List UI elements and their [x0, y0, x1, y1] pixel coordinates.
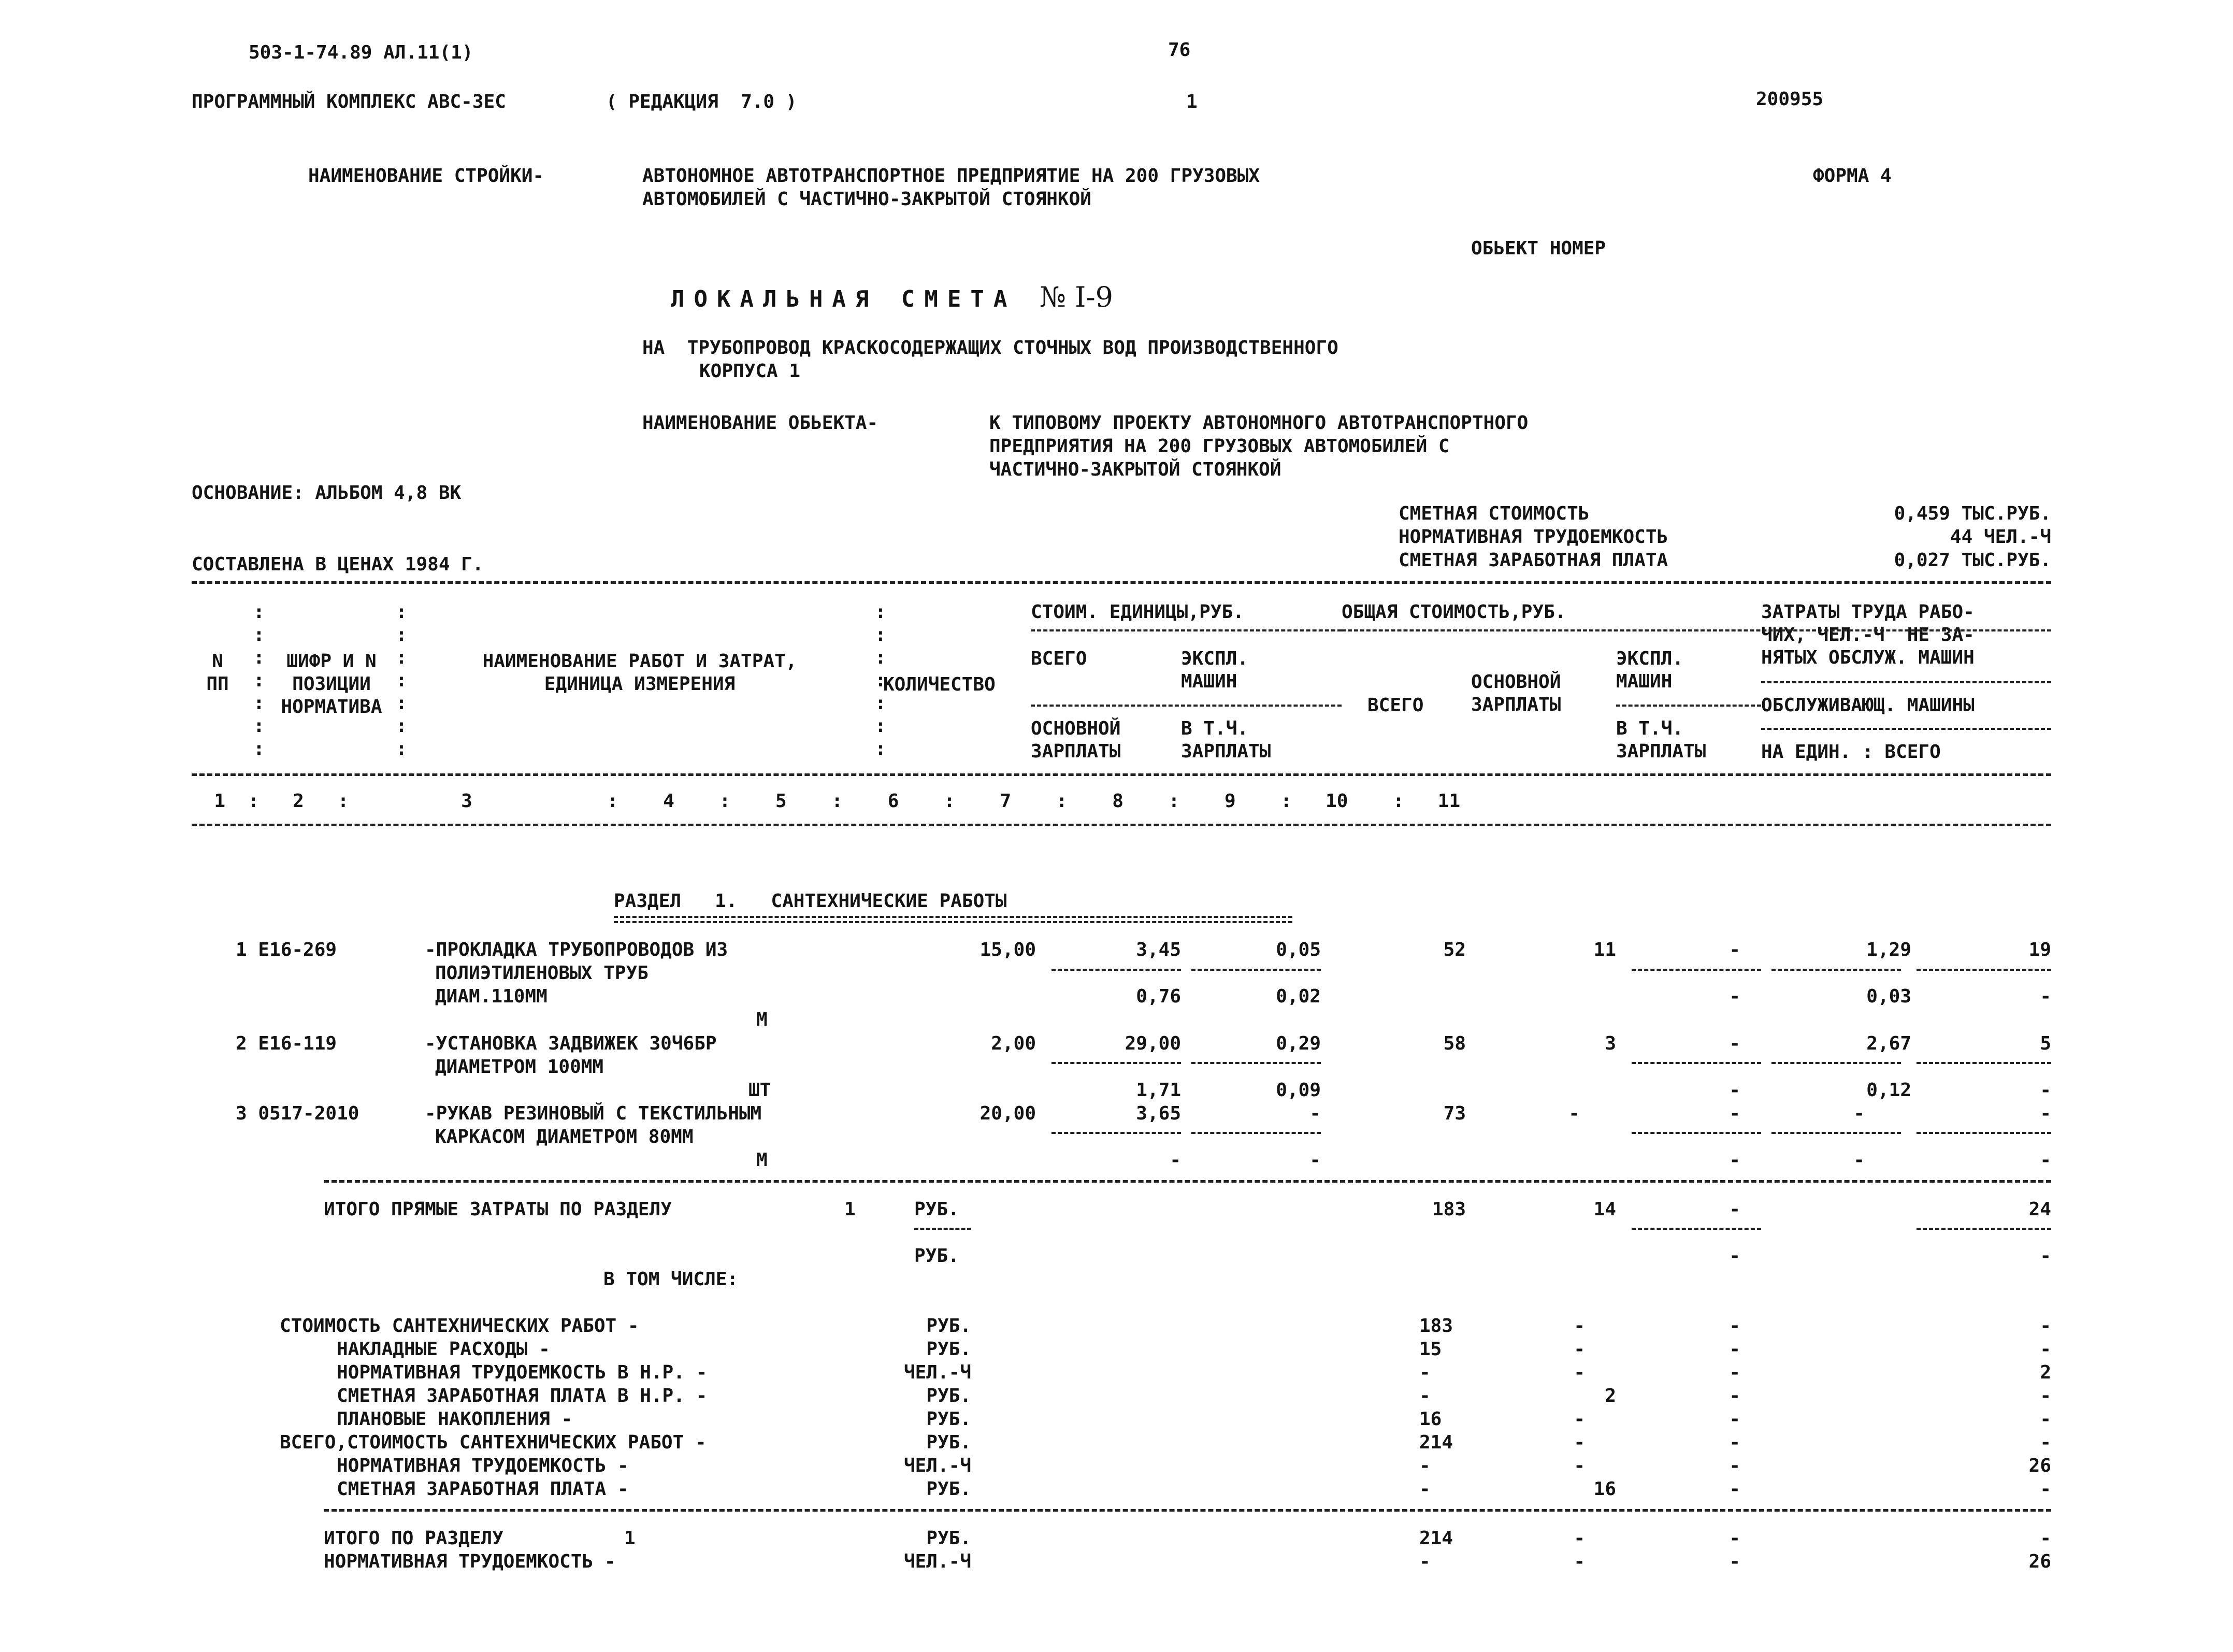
item-1-machine-wage: - — [1729, 986, 1740, 1007]
item-2-labor-unit: 2,67 — [1866, 1033, 1911, 1054]
item-3-total: 73 — [1443, 1103, 1466, 1124]
breakdown-5-label: ПЛАНОВЫЕ НАКОПЛЕНИЯ - — [337, 1409, 573, 1430]
item-3-name-2: КАРКАСОМ ДИАМЕТРОМ 80ММ — [435, 1126, 694, 1147]
summary-wage-value: 0,027 ТЫС.РУБ. — [1894, 550, 2051, 571]
breakdown-7-wage: - — [1574, 1455, 1585, 1476]
breakdown-4-machine: - — [1729, 1385, 1740, 1406]
section-total-label: ИТОГО ПО РАЗДЕЛУ — [324, 1528, 503, 1549]
item-1-machine: - — [1729, 939, 1740, 960]
col-9-header: ЭКСПЛ. МАШИН — [1616, 648, 1684, 692]
direct-total-wage: 14 — [1593, 1199, 1616, 1220]
sheet-number: 1 — [1186, 91, 1198, 112]
header-colons-1: : : : : : : : — [253, 601, 265, 759]
header-rule-inner-2 — [1031, 705, 1342, 707]
item-3-unit-machine: - — [1309, 1103, 1321, 1124]
item-2-unit-machine-wage: 0,09 — [1276, 1080, 1321, 1101]
item-1-unit-total: 3,45 — [1136, 939, 1181, 960]
header-colons-2: : : : : : : : — [396, 601, 407, 759]
header-rule-bottom — [192, 824, 2051, 826]
item-1-service-unit: 0,03 — [1866, 986, 1911, 1007]
item-1-total: 52 — [1443, 939, 1466, 960]
item-1-name-1: -ПРОКЛАДКА ТРУБОПРОВОДОВ ИЗ — [425, 939, 728, 960]
breakdown-3-total: - — [1419, 1362, 1431, 1383]
item-1-rule-b — [1191, 969, 1321, 971]
section-total-unit: РУБ. — [926, 1528, 971, 1549]
item-2-labor-total: 5 — [2040, 1033, 2051, 1054]
item-3-rule-a — [1051, 1132, 1181, 1134]
breakdown-2-unit: РУБ. — [926, 1339, 971, 1360]
item-1-service-total: - — [2040, 986, 2051, 1007]
breakdown-2-total: 15 — [1419, 1339, 1442, 1360]
basis: ОСНОВАНИЕ: АЛЬБОМ 4,8 ВК — [192, 482, 462, 504]
item-2-rule-b — [1191, 1062, 1321, 1064]
item-2-rule-c — [1632, 1062, 1761, 1064]
section-total-labor: - — [2040, 1528, 2051, 1549]
header-rule-inner-6 — [1616, 705, 1761, 707]
item-2-code: 2 Е16-119 — [236, 1033, 337, 1054]
item-2-unit-total: 29,00 — [1125, 1033, 1181, 1054]
direct-total-service: - — [2040, 1245, 2051, 1267]
breakdown-7-total: - — [1419, 1455, 1431, 1476]
direct-total-unit: РУБ. — [914, 1199, 959, 1220]
section-total-section: 1 — [624, 1528, 636, 1549]
header-rule-inner-5 — [1761, 728, 2051, 730]
breakdown-4-labor: - — [2040, 1385, 2051, 1406]
direct-total-section: 1 — [844, 1199, 856, 1220]
section-total-total: 214 — [1419, 1528, 1453, 1549]
col-6b-header: В Т.Ч. ЗАРПЛАТЫ — [1181, 718, 1271, 762]
breakdown-1-total: 183 — [1419, 1315, 1453, 1337]
col-10-11-header: ЗАТРАТЫ ТРУДА РАБО- ЧИХ, ЧЕЛ.-Ч НЕ ЗА- НЯТЫХ ОБСЛУЖ. МАШИН — [1761, 601, 1975, 668]
item-1-labor-unit: 1,29 — [1866, 939, 1911, 960]
col-5b-header: ОСНОВНОЙ ЗАРПЛАТЫ — [1031, 718, 1121, 762]
breakdown-3-label: НОРМАТИВНАЯ ТРУДОЕМКОСТЬ В Н.Р. - — [337, 1362, 708, 1383]
col-7-header: ВСЕГО — [1367, 695, 1424, 716]
item-2-unit-machine: 0,29 — [1276, 1033, 1321, 1054]
item-2-service-unit: 0,12 — [1866, 1080, 1911, 1101]
breakdown-1-unit: РУБ. — [926, 1315, 971, 1337]
item-1-unit-machine: 0,05 — [1276, 939, 1321, 960]
item-1-name-2: ПОЛИЭТИЛЕНОВЫХ ТРУБ — [435, 963, 649, 984]
software-name: ПРОГРАММНЫЙ КОМПЛЕКС АВС-3ЕС — [192, 91, 506, 112]
summary-wage-label: СМЕТНАЯ ЗАРАБОТНАЯ ПЛАТА — [1399, 550, 1668, 571]
direct-total-machine-wage: - — [1729, 1245, 1740, 1267]
breakdown-5-total: 16 — [1419, 1409, 1442, 1430]
breakdown-7-unit: ЧЕЛ.-Ч — [903, 1455, 971, 1476]
header-rule-mid — [192, 773, 2051, 776]
breakdown-1-machine: - — [1729, 1315, 1740, 1337]
breakdown-4-wage: 2 — [1605, 1385, 1616, 1406]
breakdown-4-unit: РУБ. — [926, 1385, 971, 1406]
col-4-header: КОЛИЧЕСТВО — [883, 674, 996, 695]
breakdown-8-wage: 16 — [1593, 1478, 1616, 1500]
breakdown-5-machine: - — [1729, 1409, 1740, 1430]
breakdown-8-machine: - — [1729, 1478, 1740, 1500]
breakdown-8-total: - — [1419, 1478, 1431, 1500]
object-name-1: К ТИПОВОМУ ПРОЕКТУ АВТОНОМНОГО АВТОТРАНСПОРТНОГО — [989, 412, 1529, 434]
col-5-header: ВСЕГО — [1031, 648, 1087, 669]
price-basis: СОСТАВЛЕНА В ЦЕНАХ 1984 Г. — [192, 554, 484, 575]
estimate-title-number: № I-9 — [1039, 281, 1114, 313]
section-labor-label: НОРМАТИВНАЯ ТРУДОЕМКОСТЬ - — [324, 1551, 616, 1572]
direct-total-rule-b — [1917, 1228, 2051, 1230]
breakdown-6-unit: РУБ. — [926, 1432, 971, 1453]
item-2-rule-a — [1051, 1062, 1181, 1064]
object-name-2: ПРЕДПРИЯТИЯ НА 200 ГРУЗОВЫХ АВТОМОБИЛЕЙ С — [989, 436, 1450, 457]
item-1-code: 1 Е16-269 — [236, 939, 337, 960]
item-3-code: 3 0517-2010 — [236, 1103, 359, 1124]
breakdown-1-labor: - — [2040, 1315, 2051, 1337]
breakdown-8-unit: РУБ. — [926, 1478, 971, 1500]
estimate-subject-2: КОРПУСА 1 — [699, 361, 801, 382]
breakdown-4-label: СМЕТНАЯ ЗАРАБОТНАЯ ПЛАТА В Н.Р. - — [337, 1385, 708, 1406]
col-1-header: N ПП — [206, 651, 229, 695]
item-3-wage: - — [1568, 1103, 1580, 1124]
item-3-labor-unit: - — [1853, 1103, 1865, 1124]
direct-total-label: ИТОГО ПРЯМЫЕ ЗАТРАТЫ ПО РАЗДЕЛУ — [324, 1199, 672, 1220]
direct-total-unit-2: РУБ. — [914, 1245, 959, 1267]
item-1-rule-d — [1771, 969, 1901, 971]
doc-id: 200955 — [1756, 89, 1824, 110]
item-2-wage: 3 — [1605, 1033, 1616, 1054]
summary-labor-label: НОРМАТИВНАЯ ТРУДОЕМКОСТЬ — [1399, 526, 1668, 548]
breakdown-5-wage: - — [1574, 1409, 1585, 1430]
breakdown-7-label: НОРМАТИВНАЯ ТРУДОЕМКОСТЬ - — [337, 1455, 629, 1476]
breakdown-2-wage: - — [1574, 1339, 1585, 1360]
breakdown-6-label: ВСЕГО,СТОИМОСТЬ САНТЕХНИЧЕСКИХ РАБОТ - — [280, 1432, 707, 1453]
col-9b-header: В Т.Ч. ЗАРПЛАТЫ — [1616, 718, 1706, 762]
item-2-rule-d — [1771, 1062, 1901, 1064]
object-name-3: ЧАСТИЧНО-ЗАКРЫТОЙ СТОЯНКОЙ — [989, 459, 1281, 480]
direct-total-machine: - — [1729, 1199, 1740, 1220]
breakdown-3-wage: - — [1574, 1362, 1585, 1383]
construction-name-2: АВТОМОБИЛЕЙ С ЧАСТИЧНО-ЗАКРЫТОЙ СТОЯНКОЙ — [642, 189, 1091, 210]
col-8-header: ОСНОВНОЙ ЗАРПЛАТЫ — [1471, 671, 1561, 715]
item-1-unit-machine-wage: 0,02 — [1276, 986, 1321, 1007]
item-1-qty: 15,00 — [979, 939, 1036, 960]
breakdown-6-total: 214 — [1419, 1432, 1453, 1453]
item-2-rule-e — [1917, 1062, 2051, 1064]
breakdown-2-machine: - — [1729, 1339, 1740, 1360]
section-underline — [614, 916, 1292, 923]
item-2-machine-wage: - — [1729, 1080, 1740, 1101]
summary-labor-value: 44 ЧЕЛ.-Ч — [1950, 526, 2051, 548]
item-1-labor-total: 19 — [2028, 939, 2051, 960]
construction-label: НАИМЕНОВАНИЕ СТРОЙКИ- — [308, 165, 544, 186]
section-labor-unit: ЧЕЛ.-Ч — [903, 1551, 971, 1572]
section-labor-total: - — [1419, 1551, 1431, 1572]
col-10-11-units: НА ЕДИН. : ВСЕГО — [1761, 741, 1941, 763]
direct-total-unit-rule — [914, 1228, 971, 1230]
col-5-6-header: СТОИМ. ЕДИНИЦЫ,РУБ. — [1031, 601, 1244, 623]
item-2-machine: - — [1729, 1033, 1740, 1054]
item-1-rule-a — [1051, 969, 1181, 971]
column-numbers: 1 : 2 : 3 : 4 : 5 : 6 : 7 : 8 : 9 : 10 : 11 — [192, 791, 1461, 812]
item-3-unit-machine-wage: - — [1309, 1150, 1321, 1171]
item-2-total: 58 — [1443, 1033, 1466, 1054]
item-3-service-total: - — [2040, 1150, 2051, 1171]
item-2-name-2: ДИАМЕТРОМ 100ММ — [435, 1056, 604, 1078]
section-labor-machine: - — [1729, 1551, 1740, 1572]
item-3-labor-total: - — [2040, 1103, 2051, 1124]
item-1-wage: 11 — [1593, 939, 1616, 960]
col-7-9-header: ОБЩАЯ СТОИМОСТЬ,РУБ. — [1342, 601, 1566, 623]
estimate-subject-1: НА ТРУБОПРОВОД КРАСКОСОДЕРЖАЩИХ СТОЧНЫХ ВОД ПРОИЗВОДСТВЕННОГО — [642, 337, 1338, 358]
item-3-unit-total: 3,65 — [1136, 1103, 1181, 1124]
software-edition: ( РЕДАКЦИЯ 7.0 ) — [606, 91, 797, 112]
breakdown-1-wage: - — [1574, 1315, 1585, 1337]
item-2-service-total: - — [2040, 1080, 2051, 1101]
col-10-11-sub: ОБСЛУЖИВАЮЩ. МАШИНЫ — [1761, 695, 1975, 716]
item-3-rule-b — [1191, 1132, 1321, 1134]
item-1-unit-wage: 0,76 — [1136, 986, 1181, 1007]
breakdown-8-labor: - — [2040, 1478, 2051, 1500]
summary-cost-label: СМЕТНАЯ СТОИМОСТЬ — [1399, 503, 1590, 524]
breakdown-2-label: НАКЛАДНЫЕ РАСХОДЫ - — [337, 1339, 550, 1360]
item-3-unit: М — [756, 1150, 768, 1171]
item-3-rule-c — [1632, 1132, 1761, 1134]
section-labor-value: 26 — [2028, 1551, 2051, 1572]
items-rule-bottom — [324, 1180, 2051, 1183]
col-3-header: НАИМЕНОВАНИЕ РАБОТ И ЗАТРАТ, ЕДИНИЦА ИЗМЕРЕНИЯ — [482, 651, 797, 695]
section-total-machine: - — [1729, 1528, 1740, 1549]
summary-cost-value: 0,459 ТЫС.РУБ. — [1894, 503, 2051, 524]
item-3-unit-wage: - — [1170, 1150, 1181, 1171]
page-number: 76 — [1168, 39, 1191, 61]
breakdown-2-labor: - — [2040, 1339, 2051, 1360]
breakdown-3-unit: ЧЕЛ.-Ч — [903, 1362, 971, 1383]
col-2-header: ШИФР И N ПОЗИЦИИ НОРМАТИВА — [281, 651, 382, 717]
estimate-title: ЛОКАЛЬНАЯ СМЕТА № I-9 — [671, 281, 1114, 313]
section-labor-wage: - — [1574, 1551, 1585, 1572]
breakdown-3-labor: 2 — [2040, 1362, 2051, 1383]
item-3-machine-wage: - — [1729, 1150, 1740, 1171]
item-2-unit-wage: 1,71 — [1136, 1080, 1181, 1101]
object-number-label: ОБЬЕКТ НОМЕР — [1471, 238, 1606, 259]
section-title: РАЗДЕЛ 1. САНТЕХНИЧЕСКИЕ РАБОТЫ — [614, 890, 1007, 912]
form-number: ФОРМА 4 — [1813, 165, 1892, 186]
breakdown-1-label: СТОИМОСТЬ САНТЕХНИЧЕСКИХ РАБОТ - — [280, 1315, 639, 1337]
object-name-label: НАИМЕНОВАНИЕ ОБЬЕКТА- — [642, 412, 878, 434]
item-3-qty: 20,00 — [979, 1103, 1036, 1124]
item-3-rule-e — [1917, 1132, 2051, 1134]
breakdown-6-machine: - — [1729, 1432, 1740, 1453]
breakdown-7-labor: 26 — [2028, 1455, 2051, 1476]
item-1-rule-e — [1917, 969, 2051, 971]
header-colons-3: : : : : : : : — [875, 601, 886, 759]
header-rule-top — [192, 581, 2051, 584]
breakdown-6-labor: - — [2040, 1432, 2051, 1453]
breakdown-4-total: - — [1419, 1385, 1431, 1406]
item-2-unit: ШТ — [748, 1080, 771, 1101]
breakdown-7-machine: - — [1729, 1455, 1740, 1476]
item-3-service-unit: - — [1853, 1150, 1865, 1171]
item-2-qty: 2,00 — [991, 1033, 1036, 1054]
doc-code: 503-1-74.89 АЛ.11(1) — [249, 42, 473, 63]
direct-total-rule-a — [1632, 1228, 1761, 1230]
breakdown-5-unit: РУБ. — [926, 1409, 971, 1430]
item-1-rule-c — [1632, 969, 1761, 971]
item-1-name-3: ДИАМ.110ММ — [435, 986, 548, 1007]
breakdown-8-label: СМЕТНАЯ ЗАРАБОТНАЯ ПЛАТА - — [337, 1478, 629, 1500]
including-label: В ТОМ ЧИСЛЕ: — [603, 1269, 739, 1290]
direct-total-total: 183 — [1432, 1199, 1466, 1220]
header-rule-inner-4 — [1761, 681, 2051, 683]
item-3-name-1: -РУКАВ РЕЗИНОВЫЙ С ТЕКСТИЛЬНЫМ — [425, 1103, 762, 1124]
col-6-header: ЭКСПЛ. МАШИН — [1181, 648, 1249, 692]
header-rule-inner-3 — [1342, 629, 2051, 631]
item-3-rule-d — [1771, 1132, 1901, 1134]
direct-total-labor: 24 — [2028, 1199, 2051, 1220]
breakdown-5-labor: - — [2040, 1409, 2051, 1430]
item-2-name-1: -УСТАНОВКА ЗАДВИЖЕК 30Ч6БР — [425, 1033, 717, 1054]
construction-name-1: АВТОНОМНОЕ АВТОТРАНСПОРТНОЕ ПРЕДПРИЯТИЕ НА 200 ГРУЗОВЫХ — [642, 165, 1260, 186]
breakdown-6-wage: - — [1574, 1432, 1585, 1453]
breakdown-rule-bottom — [324, 1509, 2051, 1512]
breakdown-3-machine: - — [1729, 1362, 1740, 1383]
section-total-wage: - — [1574, 1528, 1585, 1549]
item-1-unit: М — [756, 1009, 768, 1030]
item-3-machine: - — [1729, 1103, 1740, 1124]
header-rule-inner-1 — [1031, 629, 1342, 631]
